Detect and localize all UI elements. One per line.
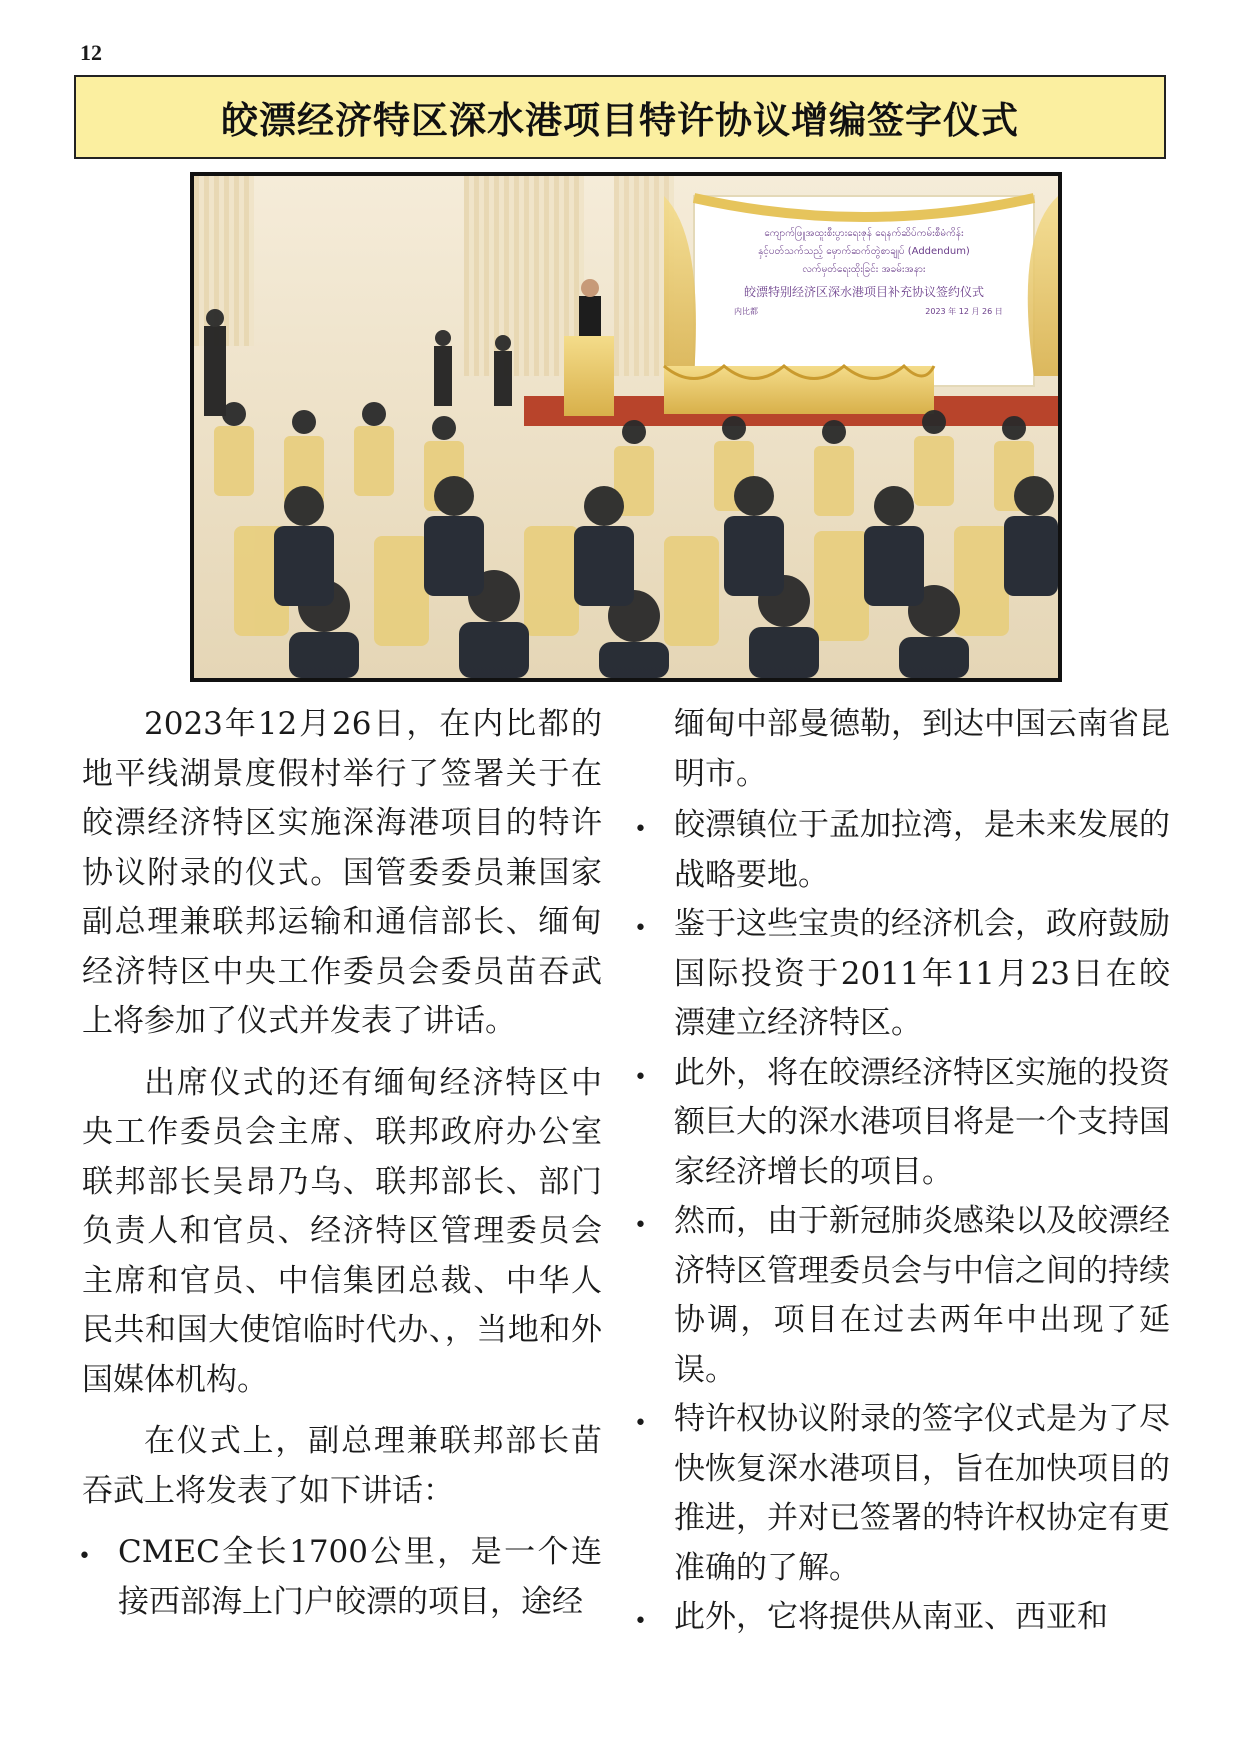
banner-myanmar-line1: ကျောက်ဖြူအထူးစီးပွားရေးဇုန် ရေနက်ဆိပ်ကမ်းစီမံကိန်း: [764, 228, 964, 239]
speech-points-right: [638, 801, 1170, 1643]
speech-point: • 然而，由于新冠肺炎感染以及皎漂经济特区管理委员会与中信之间的持续协调，项目在过去两年中出现了延误。: [638, 1197, 1170, 1395]
speech-point: • 皎漂镇位于孟加拉湾，是未来发展的战略要地。: [638, 801, 1170, 900]
paragraph-attendees: 出席仪式的还有缅甸经济特区中央工作委员会主席、联邦政府办公室联邦部长吴昂乃乌、联邦部长、部门负责人和官员、经济特区管理委员会主席和官员、中信集团总裁、中华人民共和国大使馆临时代办、，当地和外国媒体机构。: [82, 1064, 602, 1398]
speech-point: • 鉴于这些宝贵的经济机会，政府鼓励国际投资于2011年11月23日在皎漂建立经济特区。: [638, 900, 1170, 1049]
speech-point: • 特许权协议附录的签字仪式是为了尽快恢复深水港项目，旨在加快项目的推进，并对已签署的特许权协定有更准确的了解。: [638, 1395, 1170, 1593]
speech-point: • 此外，它将提供从南亚、西亚和: [638, 1593, 1170, 1643]
speech-point: • CMEC全长1700公里，是一个连接西部海上门户皎漂的项目，途经: [82, 1528, 602, 1627]
page-number: 12: [80, 40, 102, 65]
banner-myanmar-line2: နှင့်ပတ်သက်သည့် မှောက်ဆက်တွဲစာချုပ် (Addendum): [758, 246, 970, 257]
right-column: [638, 700, 1170, 1643]
banner-chinese: 皎漂特别经济区深水港项目补充协议签约仪式: [743, 285, 985, 299]
left-column: [82, 700, 602, 1627]
bullet-continuation: 缅甸中部曼德勒，到达中国云南省昆明市。: [674, 706, 1170, 792]
ceremony-photo: [190, 172, 1062, 682]
banner-myanmar-line3: လက်မှတ်ရေးထိုးခြင်း အခမ်းအနား: [802, 264, 926, 275]
banner-date: 2023 年 12 月 26 日: [925, 307, 1003, 316]
ceremony-photo-illustration: [194, 176, 1058, 678]
speech-points-left: [82, 1528, 602, 1627]
paragraph-ceremony: 2023年12月26日，在内比都的地平线湖景度假村举行了签署关于在皎漂经济特区实施深海港项目的特许协议附录的仪式。国管委委员兼国家副总理兼联邦运输和通信部长、缅甸经济特区中央工作委员会委员苗吞武上将参加了仪式并发表了讲话。: [82, 706, 602, 1039]
title-banner: [74, 75, 1166, 159]
article-title: 皎漂经济特区深水港项目特许协议增编签字仪式: [221, 99, 1019, 142]
paragraph-speech-intro: 在仪式上，副总理兼联邦部长苗吞武上将发表了如下讲话：: [82, 1423, 602, 1509]
banner-place: 内比都: [734, 307, 758, 316]
speech-point: • 此外，将在皎漂经济特区实施的投资额巨大的深水港项目将是一个支持国家经济增长的项目。: [638, 1049, 1170, 1198]
